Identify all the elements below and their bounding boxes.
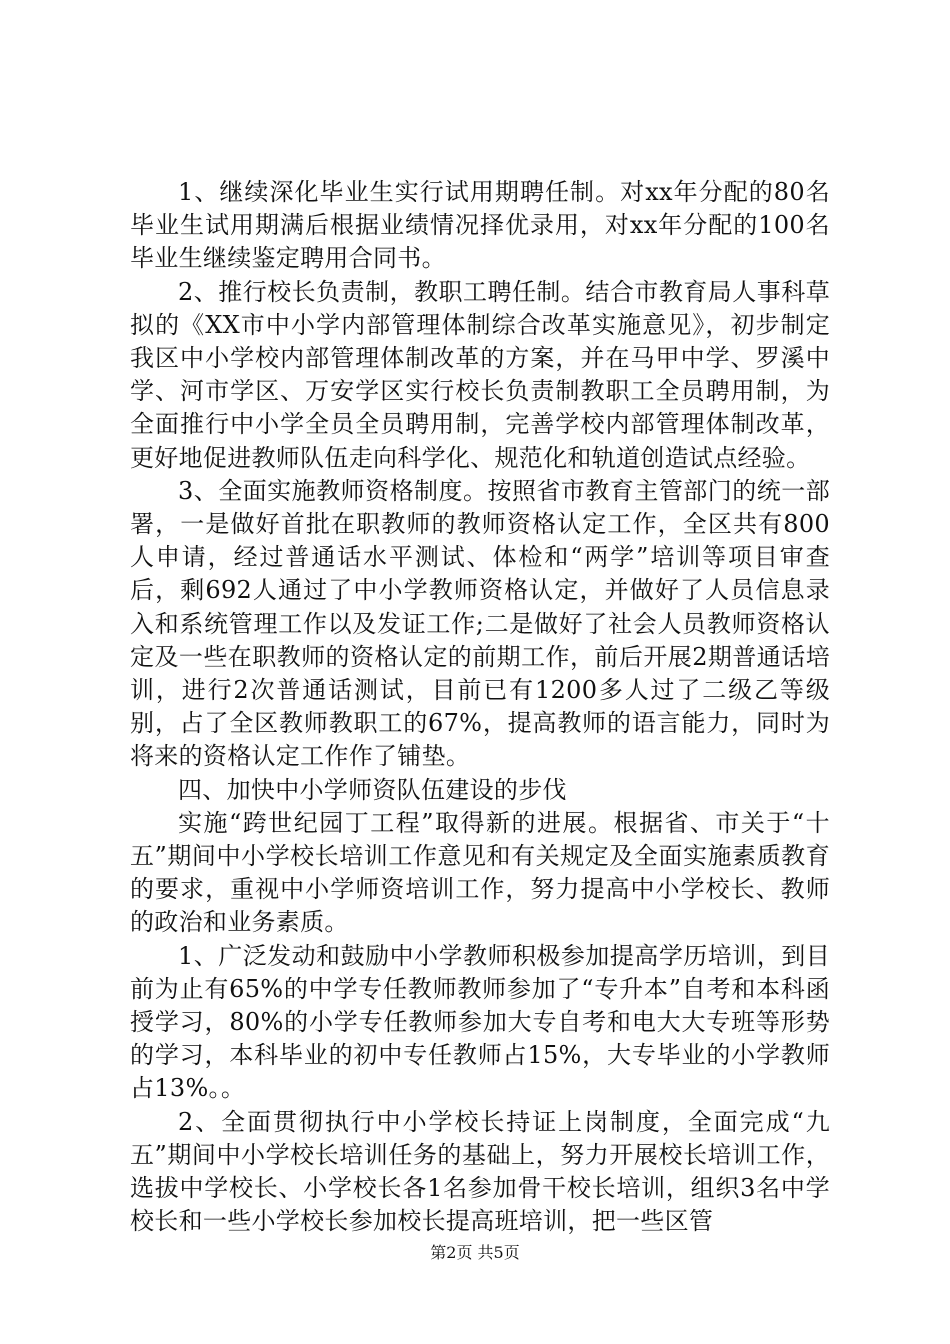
paragraph-gardener-project: 实施“跨世纪园丁工程”取得新的进展。根据省、市关于“十五”期间中小学校长培训工作意见和有关规定及全面实施素质教育的要求，重视中小学师资培训工作，努力提高中小学校长、教师的政治和业务素质。 xyxy=(130,808,830,937)
page-number-footer: 第2页 共5页 xyxy=(430,1243,520,1262)
paragraph-teacher-qualification: 3、全面实施教师资格制度。按照省市教育主管部门的统一部署，一是做好首批在职教师的教师资格认定工作，全区共有800人申请，经过普通话水平测试、体检和“两学”培训等项目审查后，剩692人通过了中小学教师资格认定，并做好了人员信息录入和系统管理工作以及发证工作;二是做好了社会人员教师资格认定及一些在职教师的资格认定的前期工作，前后开展2期普通话培训，进行2次普通话测试，目前已有1200多人过了二级乙等级别，占了全区教师教职工的67%，提高教师的语言能力，同时为将来的资格认定工作作了铺垫。 xyxy=(130,476,830,771)
section-heading: 四、加快中小学师资队伍建设的步伐 xyxy=(178,775,567,804)
paragraph-principal-certification: 2、全面贯彻执行中小学校长持证上岗制度，全面完成“九五”期间中小学校长培训任务的基础上，努力开展校长培训工作，选拔中学校长、小学校长各1名参加骨干校长培训，组织3名中学校长和一些小学校长参加校长提高班培训，把一些区管 xyxy=(130,1107,830,1236)
paragraph-principal-responsibility: 2、推行校长负责制，教职工聘任制。结合市教育局人事科草拟的《XX市中小学内部管理体制综合改革实施意见》，初步制定我区中小学校内部管理体制改革的方案，并在马甲中学、罗溪中学、河市学区、万安学区实行校长负责制教职工全员聘用制，为全面推行中小学全员全员聘用制，完善学校内部管理体制改革，更好地促进教师队伍走向科学化、规范化和轨道创造试点经验。 xyxy=(130,277,830,472)
document-body xyxy=(130,176,830,1239)
paragraph-degree-training: 1、广泛发动和鼓励中小学教师积极参加提高学历培训，到目前为止有65%的中学专任教师教师参加了“专升本”自考和本科函授学习，80%的小学专任教师参加大专自考和电大大专班等形势的学习，本科毕业的初中专任教师占15%，大专毕业的小学教师占13%。。 xyxy=(130,941,830,1103)
paragraph-graduate-probation: 1、继续深化毕业生实行试用期聘任制。对xx年分配的80名毕业生试用期满后根据业绩情况择优录用，对xx年分配的100名毕业生继续鉴定聘用合同书。 xyxy=(130,178,830,273)
